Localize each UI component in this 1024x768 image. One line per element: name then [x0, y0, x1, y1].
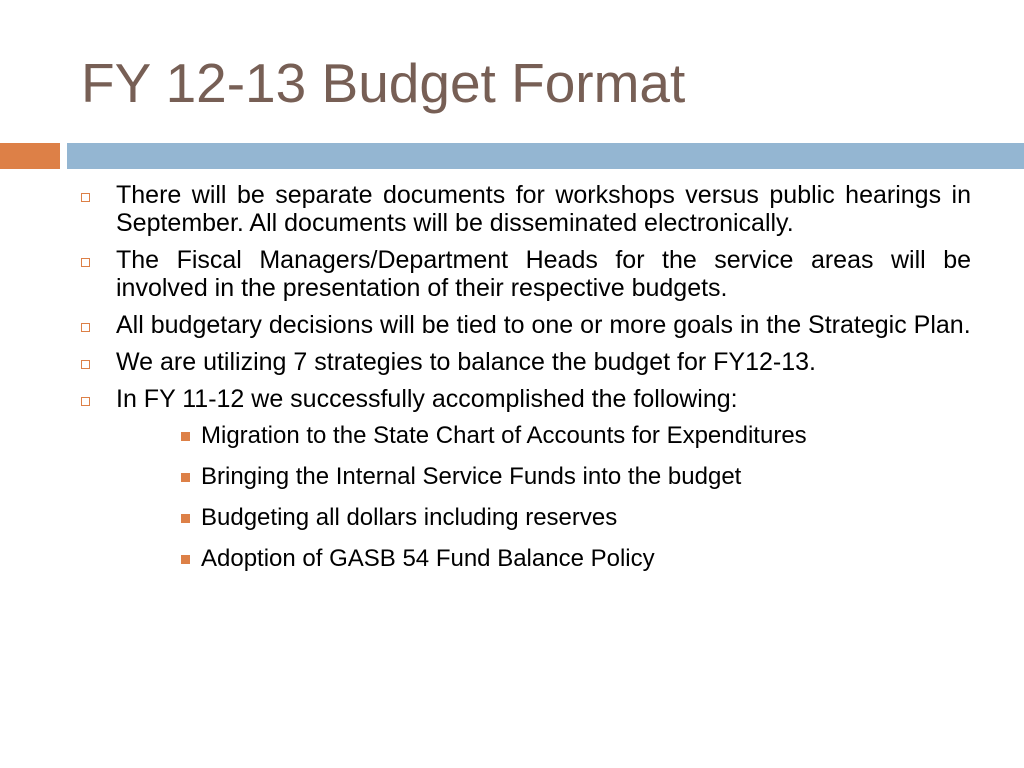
- filled-square-bullet-icon: [181, 514, 190, 523]
- bullet-item: [81, 385, 971, 573]
- title-rule-orange-segment: [0, 143, 60, 169]
- square-bullet-icon: [81, 360, 90, 369]
- bullet-item: [81, 181, 971, 237]
- bullet-item: [81, 311, 971, 339]
- sub-bullet-text: Budgeting all dollars including reserves: [201, 504, 618, 531]
- filled-square-bullet-icon: [181, 473, 190, 482]
- sub-bullet-item: [181, 504, 971, 532]
- bullet-item: [81, 348, 971, 376]
- bullet-text: We are utilizing 7 strategies to balance the budget for FY12-13.: [116, 348, 816, 376]
- sub-bullet-item: [181, 463, 971, 491]
- title-rule-blue-segment: [67, 143, 1024, 169]
- sub-bullet-item: [181, 422, 971, 450]
- square-bullet-icon: [81, 193, 90, 202]
- sub-bullet-list: [116, 422, 971, 573]
- slide-title: FY 12-13 Budget Format: [81, 52, 686, 114]
- square-bullet-icon: [81, 323, 90, 332]
- bullet-text: In FY 11-12 we successfully accomplished the following:: [116, 385, 738, 413]
- sub-bullet-item: [181, 545, 971, 573]
- sub-bullet-text: Adoption of GASB 54 Fund Balance Policy: [201, 545, 655, 572]
- sub-bullet-text: Bringing the Internal Service Funds into the budget: [201, 463, 742, 490]
- bullet-text: There will be separate documents for workshops versus public hearings in September. All documents will be disseminated electronically.: [116, 181, 971, 237]
- sub-bullet-text: Migration to the State Chart of Accounts for Expenditures: [201, 422, 807, 449]
- bullet-item: [81, 246, 971, 302]
- filled-square-bullet-icon: [181, 432, 190, 441]
- square-bullet-icon: [81, 258, 90, 267]
- square-bullet-icon: [81, 397, 90, 406]
- bullet-text: The Fiscal Managers/Department Heads for the service areas will be involved in the presentation of their respective budgets.: [116, 246, 971, 302]
- bullet-list: [81, 181, 971, 586]
- filled-square-bullet-icon: [181, 555, 190, 564]
- bullet-text: All budgetary decisions will be tied to one or more goals in the Strategic Plan.: [116, 311, 971, 339]
